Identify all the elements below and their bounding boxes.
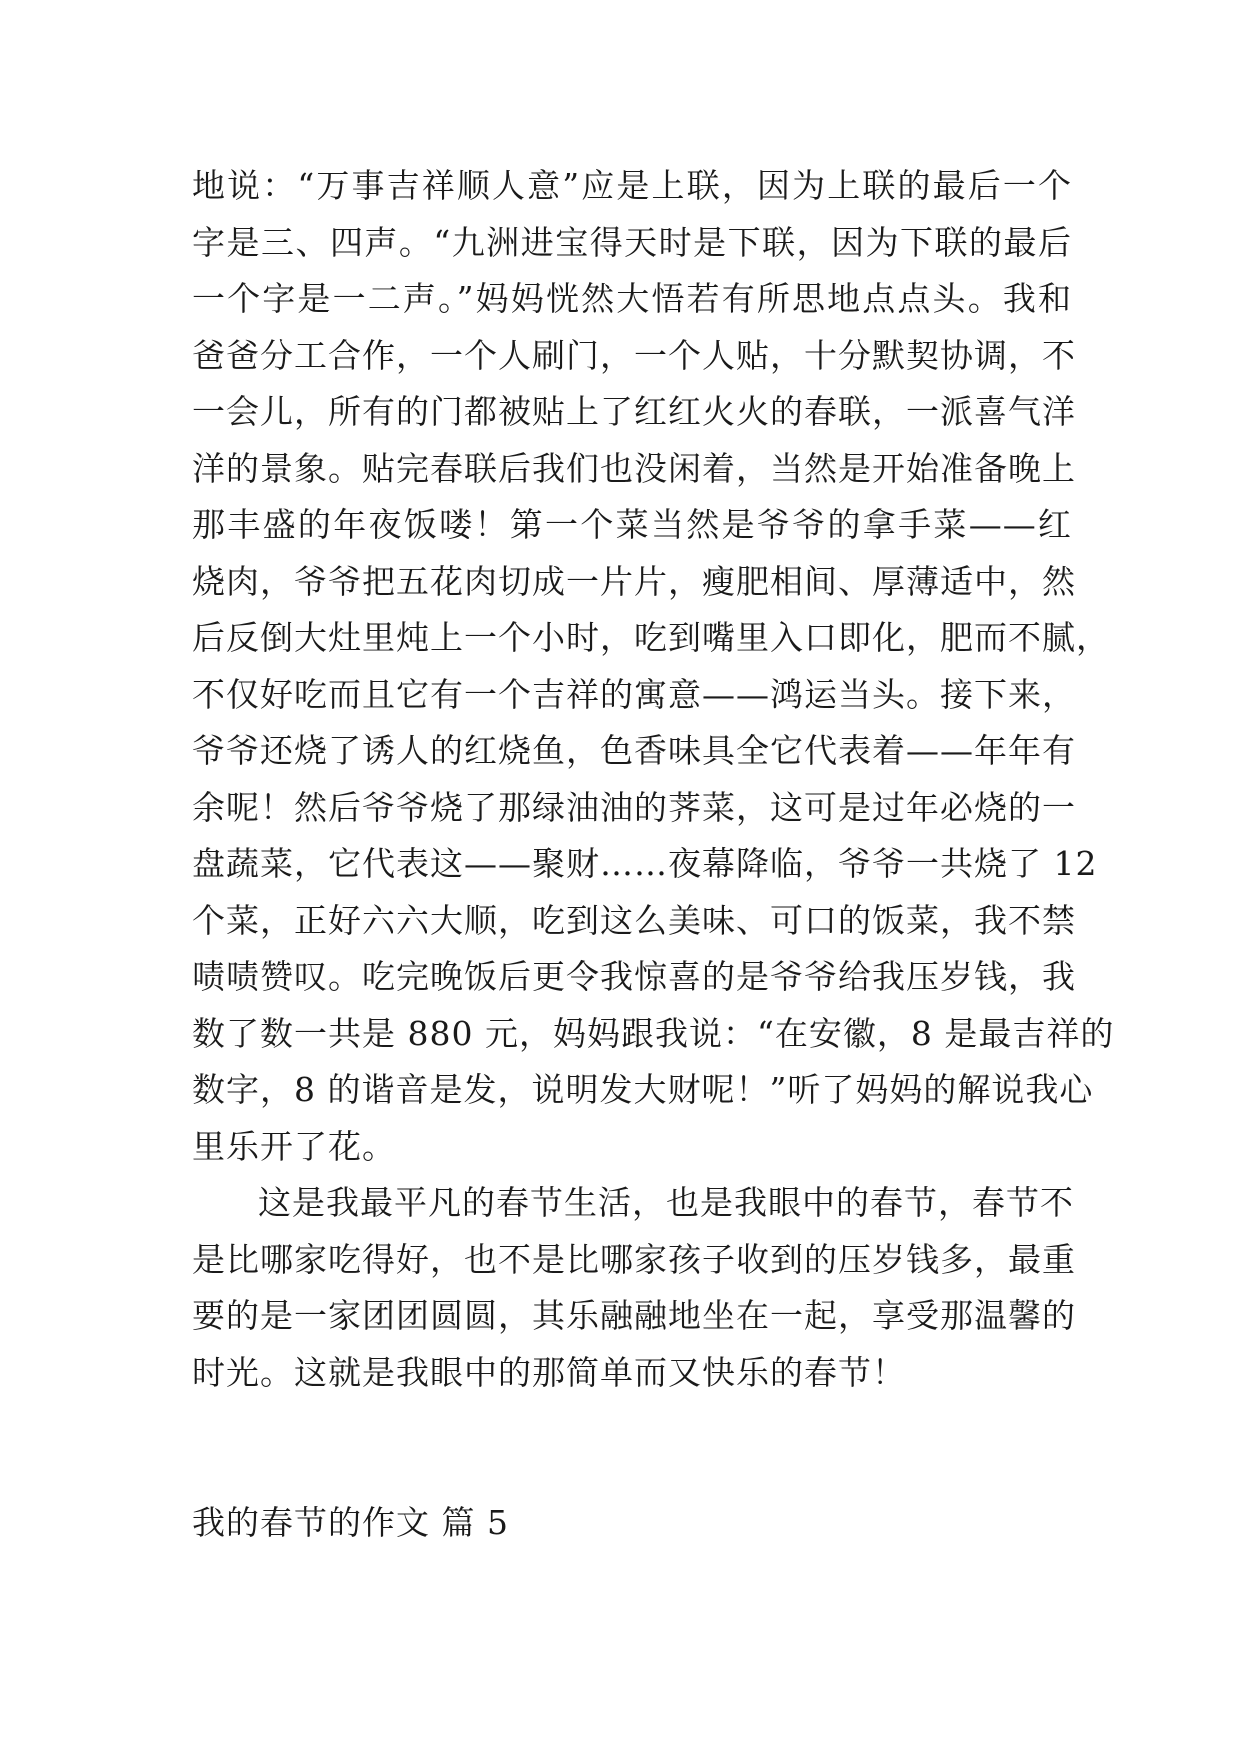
text-line: 一会儿，所有的门都被贴上了红红火火的春联，一派喜气洋 [192, 392, 1076, 431]
text-line: 盘蔬菜，它代表这——聚财……夜幕降临，爷爷一共烧了 12 [192, 844, 1098, 883]
text-line: 是比哪家吃得好，也不是比哪家孩子收到的压岁钱多，最重 [192, 1239, 1076, 1279]
text-line: 爷爷还烧了诱人的红烧鱼，色香味具全它代表着——年年有 [192, 731, 1076, 770]
section-heading: 我的春节的作文 篇 5 [192, 1503, 509, 1542]
text-line: 后反倒大灶里炖上一个小时，吃到嘴里入口即化，肥而不腻， [192, 618, 1110, 657]
body-text [192, 158, 1115, 1401]
paragraph-2 [192, 1175, 1076, 1401]
text-line: 那丰盛的年夜饭喽！第一个菜当然是爷爷的拿手菜——红 [192, 505, 1072, 544]
text-line: 数字，8 的谐音是发，说明发大财呢！”听了妈妈的解说我心 [192, 1070, 1094, 1109]
text-line: 爸爸分工合作，一个人刷门，一个人贴，十分默契协调，不 [192, 335, 1076, 375]
text-line: 字是三、四声。“九洲进宝得天时是下联，因为下联的最后 [192, 222, 1072, 262]
text-line: 不仅好吃而且它有一个吉祥的寓意——鸿运当头。接下来， [192, 674, 1076, 714]
text-line: 地说：“万事吉祥顺人意”应是上联，因为上联的最后一个 [192, 166, 1072, 205]
text-line: 要的是一家团团圆圆，其乐融融地坐在一起，享受那温馨的 [192, 1296, 1076, 1335]
text-line: 洋的景象。贴完春联后我们也没闲着，当然是开始准备晚上 [192, 448, 1076, 488]
text-line: 数了数一共是 880 元，妈妈跟我说：“在安徽，8 是最吉祥的 [192, 1013, 1115, 1053]
text-line: 时光。这就是我眼中的那简单而又快乐的春节！ [192, 1352, 906, 1392]
text-line: 余呢！然后爷爷烧了那绿油油的荠菜，这可是过年必烧的一 [192, 787, 1076, 827]
text-line: 一个字是一二声。”妈妈恍然大悟若有所思地点点头。我和 [192, 279, 1072, 318]
text-line: 啧啧赞叹。吃完晚饭后更令我惊喜的是爷爷给我压岁钱，我 [192, 957, 1076, 996]
text-line: 烧肉，爷爷把五花肉切成一片片，瘦肥相间、厚薄适中，然 [192, 561, 1076, 601]
text-line: 里乐开了花。 [192, 1126, 396, 1166]
paragraph-1 [192, 158, 1115, 1175]
text-line: 个菜，正好六六大顺，吃到这么美味、可口的饭菜，我不禁 [192, 900, 1076, 940]
text-line: 这是我最平凡的春节生活，也是我眼中的春节，春节不 [258, 1183, 1074, 1222]
